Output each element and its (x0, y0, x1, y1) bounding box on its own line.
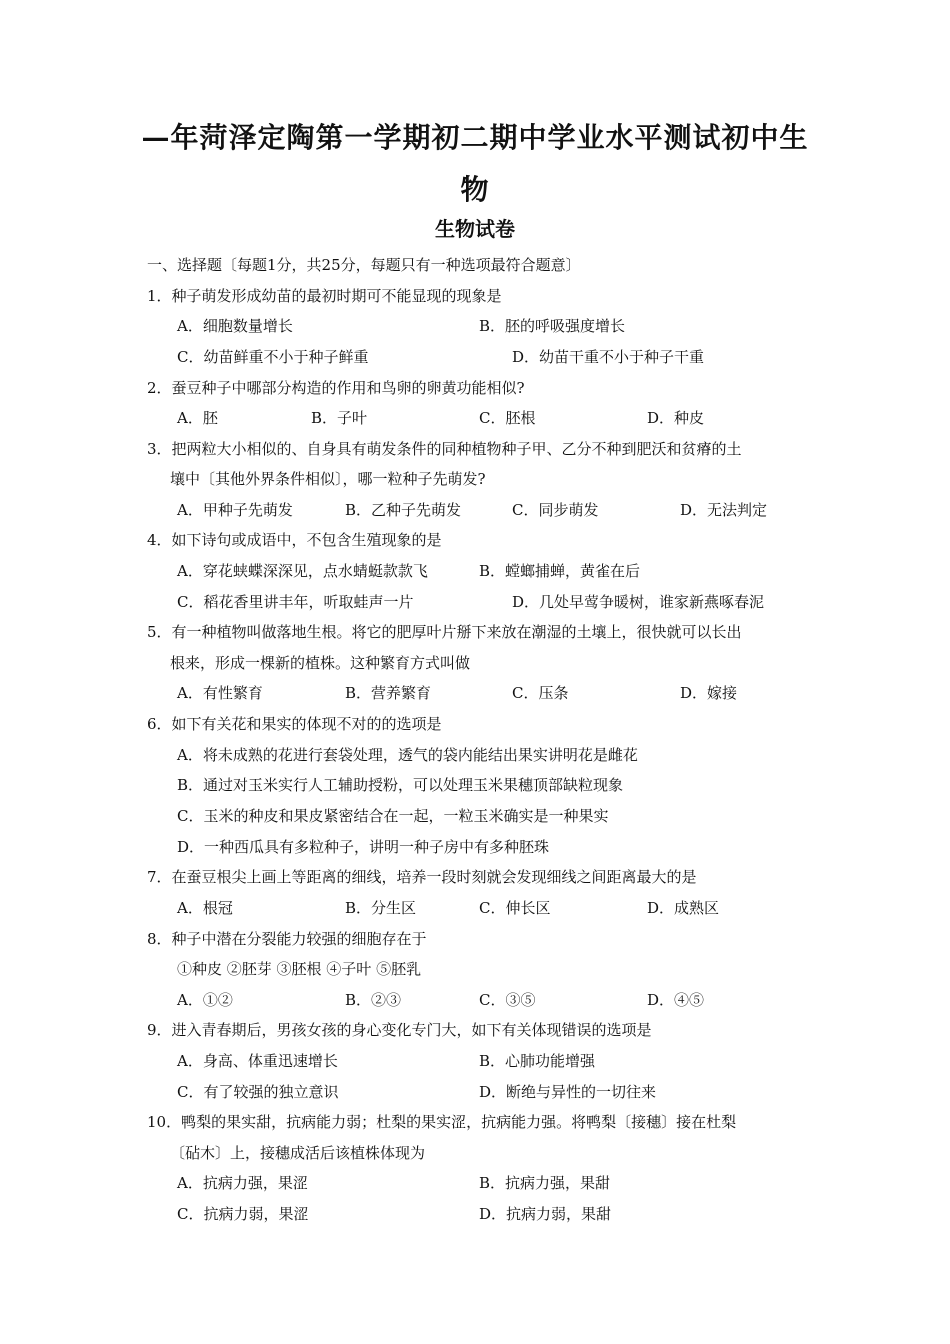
question-number: 9． (147, 1021, 172, 1039)
option-5a: A．有性繁育 (177, 684, 263, 702)
option-10d: D．抗病力弱，果甜 (479, 1205, 612, 1223)
question-5 (147, 622, 742, 642)
question-7 (147, 867, 697, 887)
option-6d: D．一种西瓜具有多粒种子，讲明一种子房中有多种胚珠 (177, 838, 550, 856)
option-4b: B．螳螂捕蝉，黄雀在后 (479, 562, 641, 580)
question-9 (147, 1020, 652, 1040)
title-line-1: —年菏泽定陶第一学期初二期中学业水平测试初中生 (141, 121, 809, 154)
question-number: 7． (147, 868, 172, 886)
option-9b: B．心肺功能增强 (479, 1052, 596, 1070)
question-number: 8． (147, 930, 172, 948)
question-4 (147, 530, 442, 550)
option-8d: D．④⑤ (647, 991, 705, 1009)
option-6a: A．将未成熟的花进行套袋处理，透气的袋内能结出果实讲明花是雌花 (177, 746, 638, 764)
question-stem: 种子中潜在分裂能力较强的细胞存在于 (171, 930, 427, 948)
title-line-2: 物 (460, 173, 490, 206)
question-2 (147, 378, 525, 398)
option-1c: C．幼苗鲜重不小于种子鲜重 (177, 348, 369, 366)
option-1b: B．胚的呼吸强度增长 (479, 317, 626, 335)
option-4c: C．稻花香里讲丰年，听取蛙声一片 (177, 593, 414, 611)
option-7a: A．根冠 (177, 899, 233, 917)
question-number: 3． (147, 440, 172, 458)
option-2c: C．胚根 (479, 409, 536, 427)
option-10b: B．抗病力强，果甜 (479, 1174, 611, 1192)
option-1a: A．细胞数量增长 (177, 317, 293, 335)
section-heading: 一、选择题〔每题1分，共25分，每题只有一种选项最符合题意〕 (147, 256, 581, 274)
exam-title (120, 112, 830, 216)
question-stem: 鸭梨的果实甜，抗病能力弱；杜梨的果实涩，抗病能力强。将鸭梨〔接穗〕接在杜梨 (181, 1113, 737, 1131)
option-9d: D．断绝与异性的一切往来 (479, 1083, 657, 1101)
option-8c: C．③⑤ (479, 991, 536, 1009)
option-5b: B．营养繁育 (345, 684, 432, 702)
question-number: 6． (147, 715, 172, 733)
exam-subtitle: 生物试卷 (435, 217, 515, 241)
question-10-stem-cont: 〔砧木〕上，接穗成活后该植株体现为 (170, 1144, 426, 1162)
option-3c: C．同步萌发 (512, 501, 599, 519)
question-8 (147, 929, 427, 949)
question-stem: 如下有关花和果实的体现不对的的选项是 (171, 715, 442, 733)
option-4d: D．几处早莺争暖树，谁家新燕啄春泥 (512, 593, 765, 611)
option-9c: C．有了较强的独立意识 (177, 1083, 339, 1101)
question-number: 1． (147, 287, 172, 305)
option-10c: C．抗病力弱，果涩 (177, 1205, 309, 1223)
question-8-choices: ①种皮 ②胚芽 ③胚根 ④子叶 ⑤胚乳 (177, 960, 422, 978)
option-7b: B．分生区 (345, 899, 417, 917)
question-6 (147, 714, 442, 734)
option-9a: A．身高、体重迅速增长 (177, 1052, 338, 1070)
option-2a: A．胚 (177, 409, 218, 427)
question-stem: 在蚕豆根尖上画上等距离的细线，培养一段时刻就会发现细线之间距离最大的是 (171, 868, 697, 886)
question-5-stem-cont: 根来，形成一棵新的植株。这种繁育方式叫做 (170, 654, 471, 672)
option-3d: D．无法判定 (680, 501, 768, 519)
option-5d: D．嫁接 (680, 684, 738, 702)
option-2d: D．种皮 (647, 409, 705, 427)
option-3b: B．乙种子先萌发 (345, 501, 462, 519)
question-stem: 有一种植物叫做落地生根。将它的肥厚叶片掰下来放在潮湿的土壤上，很快就可以长出 (171, 623, 742, 641)
question-number: 4． (147, 531, 172, 549)
question-number: 2． (147, 379, 172, 397)
option-8b: B．②③ (345, 991, 402, 1009)
option-10a: A．抗病力强，果涩 (177, 1174, 308, 1192)
question-3 (147, 439, 742, 459)
option-1d: D．幼苗干重不小于种子干重 (512, 348, 705, 366)
question-stem: 把两粒大小相似的、自身具有萌发条件的同种植物种子甲、乙分不种到肥沃和贫瘠的土 (171, 440, 742, 458)
question-3-stem-cont: 壤中〔其他外界条件相似〕，哪一粒种子先萌发? (170, 470, 486, 488)
option-8a: A．①② (177, 991, 233, 1009)
question-number: 5． (147, 623, 172, 641)
question-number: 10． (147, 1113, 182, 1131)
question-stem: 进入青春期后，男孩女孩的身心变化专门大，如下有关体现错误的选项是 (171, 1021, 652, 1039)
option-6b: B．通过对玉米实行人工辅助授粉，可以处理玉米果穗顶部缺粒现象 (177, 776, 624, 794)
question-stem: 种子萌发形成幼苗的最初时期可不能显现的现象是 (171, 287, 502, 305)
question-10 (147, 1112, 736, 1132)
option-7c: C．伸长区 (479, 899, 551, 917)
option-2b: B．子叶 (311, 409, 368, 427)
option-5c: C．压条 (512, 684, 569, 702)
question-1 (147, 286, 502, 306)
option-4a: A．穿花蛱蝶深深见，点水蜻蜓款款飞 (177, 562, 428, 580)
option-3a: A．甲种子先萌发 (177, 501, 293, 519)
question-stem: 蚕豆种子中哪部分构造的作用和鸟卵的卵黄功能相似? (171, 379, 525, 397)
option-7d: D．成熟区 (647, 899, 720, 917)
question-stem: 如下诗句或成语中，不包含生殖现象的是 (171, 531, 442, 549)
option-6c: C．玉米的种皮和果皮紧密结合在一起，一粒玉米确实是一种果实 (177, 807, 609, 825)
